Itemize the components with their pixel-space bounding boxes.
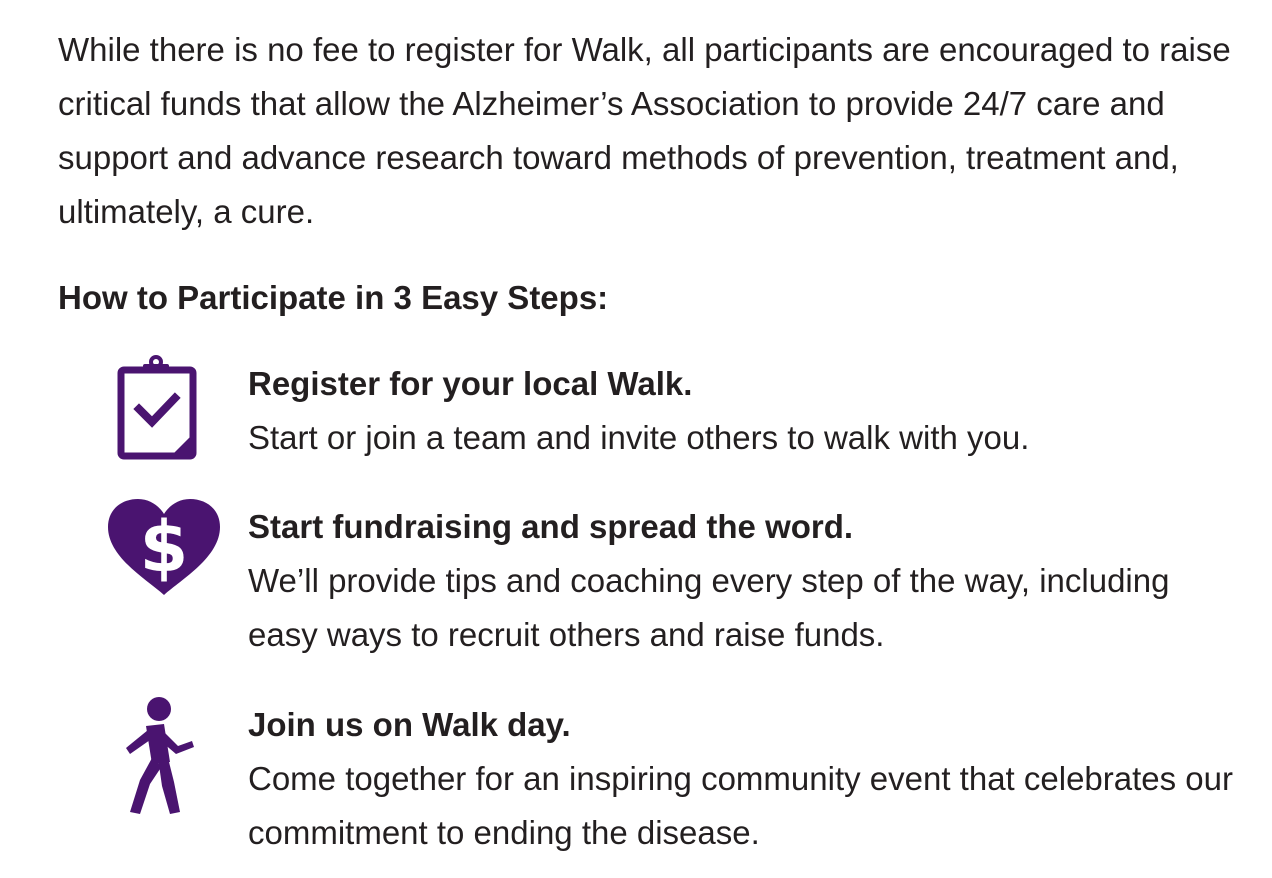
- step-description: Start or join a team and invite others to walk with you.: [248, 419, 1030, 456]
- steps-heading: How to Participate in 3 Easy Steps:: [58, 279, 609, 316]
- step-title: Register for your local Walk.: [248, 365, 693, 402]
- step-title: Join us on Walk day.: [248, 706, 571, 743]
- walking-person-icon: [118, 696, 196, 814]
- heart-dollar-icon: [106, 497, 222, 597]
- step-description: Come together for an inspiring community event that celebrates our commitment to ending the disease.: [248, 760, 1234, 851]
- clipboard-check-icon: [117, 354, 197, 460]
- intro-paragraph: While there is no fee to register for Walk, all participants are encouraged to raise critical funds that allow the Alzheimer’s Association to provide 24/7 care and support and advance research toward methods of prevention, treatment and, ultimately, a cure.: [58, 31, 1231, 230]
- step-title: Start fundraising and spread the word.: [248, 508, 854, 545]
- svg-text:$: $: [139, 506, 189, 588]
- step-description: We’ll provide tips and coaching every step of the way, including easy ways to recruit others and raise funds.: [248, 562, 1170, 653]
